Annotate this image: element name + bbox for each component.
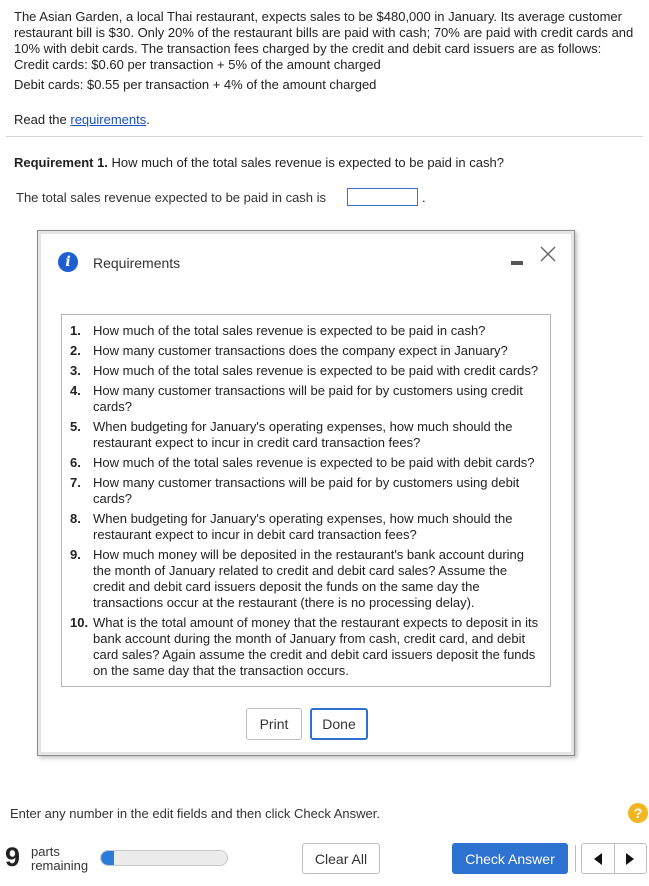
list-item xyxy=(70,323,540,339)
progress-fill xyxy=(101,851,114,865)
debit-fee-line: Debit cards: $0.55 per transaction + 4% of the amount charged xyxy=(14,77,377,92)
item-number: 8. xyxy=(70,511,81,526)
dialog-title: Requirements xyxy=(93,255,181,271)
item-text: How much of the total sales revenue is expected to be paid with credit cards? xyxy=(93,363,539,378)
list-item xyxy=(70,511,540,543)
info-icon: i xyxy=(58,252,78,272)
item-number: 9. xyxy=(70,547,81,562)
requirements-list-box xyxy=(61,314,551,687)
help-icon[interactable]: ? xyxy=(628,803,648,823)
list-item xyxy=(70,343,540,359)
requirement-1-heading xyxy=(14,155,504,170)
previous-part-button[interactable] xyxy=(582,844,614,873)
requirement-1-question: How much of the total sales revenue is expected to be paid in cash? xyxy=(107,155,504,170)
credit-fee-line: Credit cards: $0.60 per transaction + 5% of the amount charged xyxy=(14,57,381,72)
close-icon[interactable] xyxy=(538,244,558,264)
item-number: 10. xyxy=(70,615,89,630)
parts-progress-bar xyxy=(100,850,228,866)
cash-revenue-input[interactable] xyxy=(347,188,418,206)
item-text: How many customer transactions does the company expect in January? xyxy=(93,343,508,358)
read-requirements-line xyxy=(14,112,150,127)
next-part-button[interactable] xyxy=(614,844,647,873)
requirements-link[interactable]: requirements xyxy=(70,112,147,127)
dialog-header xyxy=(38,231,574,293)
triangle-left-icon xyxy=(593,853,603,865)
print-button[interactable]: Print xyxy=(246,708,302,740)
item-text: How much of the total sales revenue is expected to be paid in cash? xyxy=(93,323,486,338)
parts-label-line-1: parts xyxy=(31,844,60,859)
answer-prompt: The total sales revenue expected to be paid in cash is xyxy=(16,190,327,205)
parts-remaining-count: 9 xyxy=(5,842,21,872)
item-text: What is the total amount of money that the restaurant expects to deposit in its bank account during the month of January from cash, credit card, and debit card sales? Again assume the credit and debit card issuers deposit the funds on the same day that the transaction occurs. xyxy=(93,615,539,678)
item-number: 5. xyxy=(70,419,81,434)
list-item xyxy=(70,547,540,611)
list-item xyxy=(70,475,540,507)
problem-statement xyxy=(14,9,639,93)
item-text: How many customer transactions will be paid for by customers using credit cards? xyxy=(93,383,523,414)
requirements-dialog xyxy=(37,230,575,756)
requirement-1-label: Requirement 1. xyxy=(14,155,108,170)
read-suffix: . xyxy=(146,112,150,127)
section-divider xyxy=(6,136,643,137)
item-text: When budgeting for January's operating expenses, how much should the restaurant expect to incur in debit card transaction fees? xyxy=(93,511,513,542)
list-item xyxy=(70,615,540,679)
read-prefix: Read the xyxy=(14,112,71,127)
item-number: 1. xyxy=(70,323,81,338)
nav-separator xyxy=(575,845,576,872)
item-text: How much of the total sales revenue is expected to be paid with debit cards? xyxy=(93,455,535,470)
clear-all-button[interactable]: Clear All xyxy=(302,843,380,874)
list-item xyxy=(70,383,540,415)
minimize-icon[interactable] xyxy=(511,261,523,265)
item-number: 3. xyxy=(70,363,81,378)
check-answer-button[interactable]: Check Answer xyxy=(452,843,568,874)
item-number: 7. xyxy=(70,475,81,490)
parts-label-line-2: remaining xyxy=(31,858,89,873)
part-navigation xyxy=(581,843,647,874)
done-button[interactable]: Done xyxy=(310,708,368,740)
item-text: How many customer transactions will be paid for by customers using debit cards? xyxy=(93,475,520,506)
list-item xyxy=(70,419,540,451)
answer-period: . xyxy=(422,190,426,205)
problem-intro: The Asian Garden, a local Thai restaurant, expects sales to be $480,000 in January. Its average customer restaurant bill is $30. Only 20% of the restaurant bills are paid with cash; 70% are paid with credit cards and 10% with debit cards. The transaction fees charged by the credit and debit card issuers are as follows: xyxy=(14,9,634,56)
item-number: 4. xyxy=(70,383,81,398)
item-text: When budgeting for January's operating expenses, how much should the restaurant expect to incur in credit card transaction fees? xyxy=(93,419,513,450)
list-item xyxy=(70,363,540,379)
item-number: 2. xyxy=(70,343,81,358)
requirements-list xyxy=(70,323,540,679)
triangle-right-icon xyxy=(625,853,635,865)
item-number: 6. xyxy=(70,455,81,470)
list-item xyxy=(70,455,540,471)
footer-instructions: Enter any number in the edit fields and then click Check Answer. xyxy=(10,806,380,821)
parts-remaining-label xyxy=(31,845,88,873)
item-text: How much money will be deposited in the restaurant's bank account during the month of January related to credit and debit card sales? Assume the credit and debit card issuers deposit the funds on the same day the transactions occur at the restaurant (there is no processing delay). xyxy=(93,547,524,610)
